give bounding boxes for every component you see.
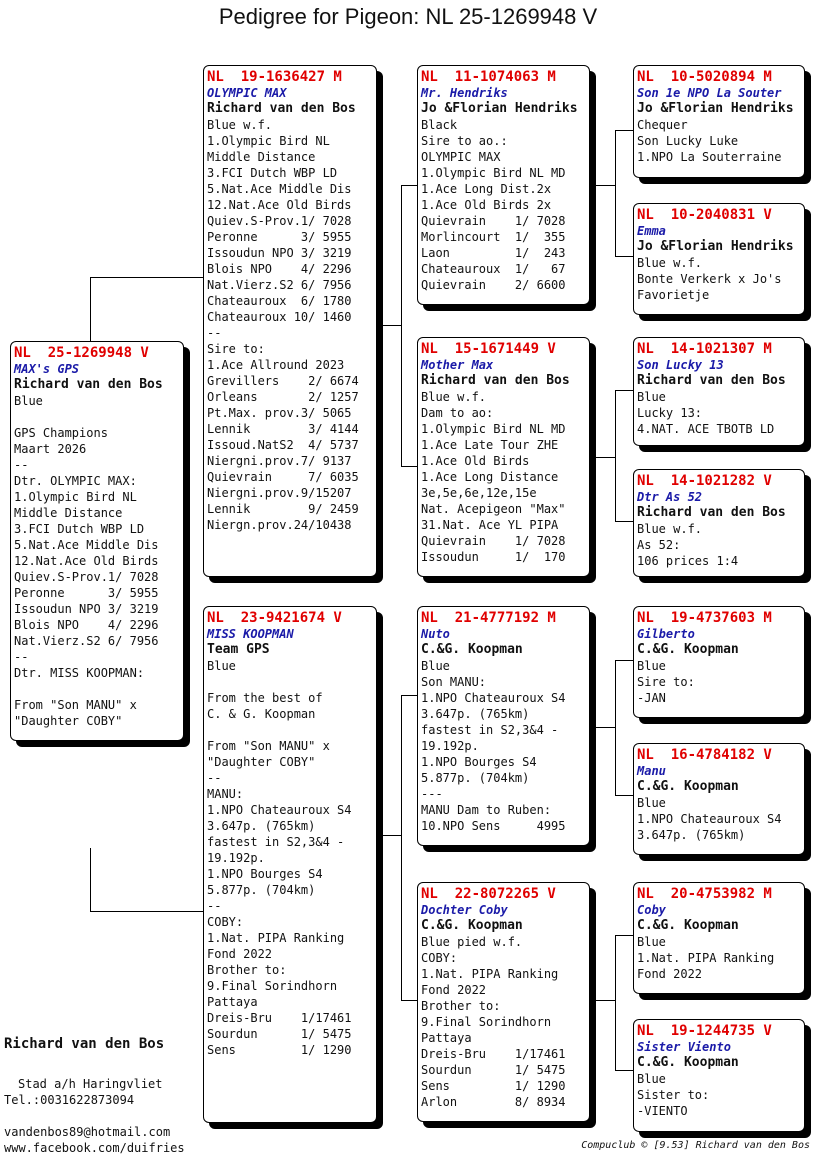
pedigree-note-line: Sire to: xyxy=(207,342,265,356)
pigeon-card-sire-dam[interactable] xyxy=(417,337,590,577)
pedigree-note-line: Lucky 13: xyxy=(637,406,703,420)
pedigree-note-line: "Daughter COBY" xyxy=(14,714,123,728)
pedigree-note-line: "Daughter COBY" xyxy=(207,755,316,769)
pedigree-notes xyxy=(637,934,801,982)
pedigree-note-line: Quievrain 1/ 7028 xyxy=(421,214,566,228)
pedigree-notes xyxy=(637,117,801,165)
connector-line xyxy=(615,390,616,522)
breeder-facebook[interactable]: www.facebook.com/duifries xyxy=(4,1141,185,1155)
connector-line xyxy=(615,660,633,661)
ring-number: NL 21-4777192 M xyxy=(421,610,556,626)
owner-name: Jo &Florian Hendriks xyxy=(637,239,794,254)
connector-line xyxy=(615,795,633,796)
pedigree-note-line: Issoudun NPO 3/ 3219 xyxy=(14,602,159,616)
pedigree-note-line: From "Son MANU" x xyxy=(207,739,330,753)
owner-name: C.&G. Koopman xyxy=(637,642,739,657)
owner-name: Richard van den Bos xyxy=(207,101,356,116)
pedigree-note-line: 3e,5e,6e,12e,15e xyxy=(421,486,537,500)
pedigree-notes xyxy=(207,658,373,1058)
pedigree-note-line: 1.NPO Chateauroux S4 xyxy=(207,803,352,817)
pedigree-note-line: 1.NPO Chateauroux S4 xyxy=(421,691,566,705)
pedigree-note-line: Blue xyxy=(207,659,236,673)
pedigree-note-line: 10.NPO Sens 4995 xyxy=(421,819,566,833)
pedigree-notes xyxy=(421,389,586,565)
pedigree-note-line: Quiev.S-Prov.1/ 7028 xyxy=(207,214,352,228)
pedigree-note-line xyxy=(14,409,180,425)
pedigree-note-line: Bonte Verkerk x Jo's xyxy=(637,272,782,286)
pedigree-note-line: Issoudun NPO 3/ 3219 xyxy=(207,246,352,260)
pedigree-notes xyxy=(421,934,586,1110)
pedigree-note-line: Nat. Acepigeon "Max" xyxy=(421,502,566,516)
pigeon-name: MISS KOOPMAN xyxy=(207,627,294,641)
pigeon-name: Nuto xyxy=(421,627,450,641)
connector-line xyxy=(615,130,633,131)
pigeon-name: Dtr As 52 xyxy=(637,490,703,504)
pigeon-name: OLYMPIC MAX xyxy=(207,86,287,100)
connector-line xyxy=(615,660,616,796)
pedigree-note-line: 5.Nat.Ace Middle Dis xyxy=(207,182,352,196)
pedigree-note-line: Fond 2022 xyxy=(637,967,703,981)
connector-line xyxy=(615,130,616,257)
pedigree-note-line: 12.Nat.Ace Old Birds xyxy=(207,198,352,212)
breeder-email[interactable]: vandenbos89@hotmail.com xyxy=(4,1125,171,1139)
pedigree-note-line: Blue w.f. xyxy=(637,522,703,536)
pedigree-note-line: Blue w.f. xyxy=(207,118,273,132)
pedigree-note-line: Blois NPO 4/ 2296 xyxy=(14,618,159,632)
pedigree-notes xyxy=(421,658,586,834)
ring-number: NL 15-1671449 V xyxy=(421,341,556,357)
pedigree-note-line: 5.877p. (704km) xyxy=(207,883,316,897)
connector-line xyxy=(615,256,633,257)
ring-number: NL 19-4737603 M xyxy=(637,610,772,626)
pedigree-note-line: 19.192p. xyxy=(207,851,265,865)
connector-line xyxy=(615,935,616,1071)
ring-number: NL 14-1021282 V xyxy=(637,473,772,489)
owner-name: Richard van den Bos xyxy=(637,373,786,388)
pedigree-notes xyxy=(637,658,801,706)
pigeon-card-sire-sire[interactable] xyxy=(417,65,590,305)
connector-line xyxy=(401,466,417,467)
pedigree-note-line: Chequer xyxy=(637,118,688,132)
connector-line xyxy=(590,457,615,458)
pedigree-note-line: Blue pied w.f. xyxy=(421,935,523,949)
pedigree-note-line: 1.Ace Old Birds 2x xyxy=(421,198,552,212)
pigeon-name: Mr. Hendriks xyxy=(421,86,508,100)
pedigree-note-line: Niergni.prov.9/15207 xyxy=(207,486,352,500)
pigeon-name: Son 1e NPO La Souter xyxy=(637,86,782,100)
pedigree-note-line: 9.Final Sorindhorn xyxy=(207,979,338,993)
pedigree-note-line: As 52: xyxy=(637,538,681,552)
pedigree-note-line: 19.192p. xyxy=(421,739,479,753)
pedigree-note-line: Quiev.S-Prov.1/ 7028 xyxy=(14,570,159,584)
pedigree-note-line: Nat.Vierz.S2 6/ 7956 xyxy=(207,278,352,292)
pedigree-notes xyxy=(637,521,801,569)
owner-name: C.&G. Koopman xyxy=(421,642,523,657)
connector-line xyxy=(401,185,417,186)
pedigree-note-line: Blue xyxy=(14,394,43,408)
connector-line xyxy=(90,277,91,341)
pedigree-note-line: Laon 1/ 243 xyxy=(421,246,566,260)
pedigree-note-line: MANU Dam to Ruben: xyxy=(421,803,552,817)
owner-name: C.&G. Koopman xyxy=(637,918,739,933)
pedigree-note-line: 5.877p. (704km) xyxy=(421,771,530,785)
pedigree-note-line: Maart 2026 xyxy=(14,442,87,456)
pedigree-note-line: Chateauroux 6/ 1780 xyxy=(207,294,352,308)
pedigree-note-line: -- xyxy=(207,326,222,340)
pedigree-note-line: C. & G. Koopman xyxy=(207,707,316,721)
connector-line xyxy=(615,935,633,936)
pedigree-note-line: Favorietje xyxy=(637,288,710,302)
pedigree-note-line: Sire to ao.: xyxy=(421,134,508,148)
connector-line xyxy=(90,911,204,912)
pedigree-note-line: 1.Olympic Bird NL MD xyxy=(421,422,566,436)
pedigree-note-line xyxy=(14,681,180,697)
pedigree-note-line: Dam to ao: xyxy=(421,406,494,420)
pedigree-note-line: fastest in S2,3&4 - xyxy=(207,835,345,849)
pigeon-card-sss[interactable] xyxy=(633,65,805,178)
pedigree-note-line: 106 prices 1:4 xyxy=(637,554,739,568)
owner-name: C.&G. Koopman xyxy=(421,918,523,933)
pedigree-note-line: Sourdun 1/ 5475 xyxy=(207,1027,352,1041)
pigeon-card-dds[interactable] xyxy=(633,882,805,994)
pedigree-note-line: Blue w.f. xyxy=(421,390,487,404)
pigeon-name: MAX's GPS xyxy=(14,362,80,376)
pedigree-note-line: 1.Nat. PIPA Ranking xyxy=(637,951,775,965)
pedigree-note-line: Sourdun 1/ 5475 xyxy=(421,1063,566,1077)
pedigree-note-line: 9.Final Sorindhorn xyxy=(421,1015,552,1029)
pedigree-note-line: 1.Nat. PIPA Ranking xyxy=(421,967,559,981)
pedigree-note-line: GPS Champions xyxy=(14,426,108,440)
pedigree-note-line: 1.Olympic Bird NL xyxy=(207,134,330,148)
pedigree-note-line: --- xyxy=(421,787,443,801)
pedigree-note-line: Dtr. OLYMPIC MAX: xyxy=(14,474,137,488)
pedigree-notes xyxy=(637,1071,801,1119)
pedigree-note-line: 1.NPO Bourges S4 xyxy=(207,867,323,881)
pedigree-note-line: COBY: xyxy=(207,915,244,929)
ring-number: NL 22-8072265 V xyxy=(421,886,556,902)
owner-name: C.&G. Koopman xyxy=(637,1055,739,1070)
pedigree-note-line: Middle Distance xyxy=(207,150,316,164)
pedigree-note-line: Blue xyxy=(637,390,666,404)
pedigree-note-line: Nat.Vierz.S2 6/ 7956 xyxy=(14,634,159,648)
pigeon-name: Mother Max xyxy=(421,358,494,372)
pedigree-note-line: Black xyxy=(421,118,458,132)
pedigree-note-line: Morlincourt 1/ 355 xyxy=(421,230,566,244)
pedigree-note-line: Blue xyxy=(637,935,666,949)
pedigree-note-line: Blois NPO 4/ 2296 xyxy=(207,262,352,276)
pedigree-note-line: 1.Ace Late Tour ZHE xyxy=(421,438,559,452)
ring-number: NL 14-1021307 M xyxy=(637,341,772,357)
pedigree-note-line: 1.Ace Allround 2023 xyxy=(207,358,345,372)
pedigree-note-line: Arlon 8/ 8934 xyxy=(421,1095,566,1109)
pigeon-name: Coby xyxy=(637,903,666,917)
pigeon-name: Dochter Coby xyxy=(421,903,508,917)
connector-line xyxy=(401,695,402,1001)
pedigree-note-line: 1.Ace Old Birds xyxy=(421,454,530,468)
ring-number: NL 23-9421674 V xyxy=(207,610,342,626)
connector-line xyxy=(590,185,615,186)
breeder-name: Richard van den Bos xyxy=(4,1036,165,1052)
pedigree-note-line: Lennik 3/ 4144 xyxy=(207,422,359,436)
owner-name: Richard van den Bos xyxy=(637,505,786,520)
connector-line xyxy=(90,848,91,912)
pedigree-note-line: Quievrain 2/ 6600 xyxy=(421,278,566,292)
pedigree-note-line: Peronne 3/ 5955 xyxy=(14,586,159,600)
pedigree-note-line: Issoudun 1/ 170 xyxy=(421,550,566,564)
pigeon-card-ddd[interactable] xyxy=(633,1019,805,1132)
connector-line xyxy=(377,325,401,326)
pedigree-note-line: 3.FCI Dutch WBP LD xyxy=(14,522,145,536)
pedigree-notes xyxy=(207,117,373,533)
pedigree-note-line: Dreis-Bru 1/17461 xyxy=(421,1047,566,1061)
pedigree-note-line: -- xyxy=(207,771,222,785)
ring-number: NL 19-1636427 M xyxy=(207,69,342,85)
pigeon-card-dam-dam[interactable] xyxy=(417,882,590,1122)
pigeon-name: Sister Viento xyxy=(637,1040,731,1054)
pedigree-note-line: Lennik 9/ 2459 xyxy=(207,502,359,516)
pedigree-notes xyxy=(637,795,801,843)
pigeon-card-ssd[interactable] xyxy=(633,203,805,315)
pigeon-name: Emma xyxy=(637,224,666,238)
pedigree-note-line: Fond 2022 xyxy=(421,983,487,997)
pigeon-card-sds[interactable] xyxy=(633,337,805,446)
ring-number: NL 10-2040831 V xyxy=(637,207,772,223)
pedigree-note-line: 1.Olympic Bird NL xyxy=(14,490,137,504)
ring-number: NL 10-5020894 M xyxy=(637,69,772,85)
pedigree-note-line: Sire to: xyxy=(637,675,695,689)
pedigree-notes xyxy=(637,389,801,437)
pedigree-note-line: 12.Nat.Ace Old Birds xyxy=(14,554,159,568)
owner-name: Richard van den Bos xyxy=(421,373,570,388)
breeder-phone: Tel.:0031622873094 xyxy=(4,1093,135,1107)
pigeon-card-dss[interactable] xyxy=(633,606,805,718)
ring-number: NL 20-4753982 M xyxy=(637,886,772,902)
pedigree-note-line: Sens 1/ 1290 xyxy=(207,1043,352,1057)
pedigree-note-line: -JAN xyxy=(637,691,666,705)
owner-name: Richard van den Bos xyxy=(14,377,163,392)
pedigree-note-line: Fond 2022 xyxy=(207,947,273,961)
pigeon-card-dam[interactable] xyxy=(203,606,377,1123)
pedigree-note-line: 3.647p. (765km) xyxy=(637,828,746,842)
pedigree-note-line: Son Lucky Luke xyxy=(637,134,739,148)
connector-line xyxy=(401,185,402,467)
connector-line xyxy=(401,1000,417,1001)
pedigree-note-line: Blue w.f. xyxy=(637,256,703,270)
ring-number: NL 19-1244735 V xyxy=(637,1023,772,1039)
pedigree-note-line: MANU: xyxy=(207,787,244,801)
pedigree-note-line: From "Son MANU" x xyxy=(14,698,137,712)
connector-line xyxy=(590,727,615,728)
pedigree-notes xyxy=(637,255,801,303)
owner-name: Team GPS xyxy=(207,642,270,657)
pedigree-note-line: -- xyxy=(14,650,29,664)
pedigree-note-line: Pt.Max. prov.3/ 5065 xyxy=(207,406,352,420)
pedigree-note-line: Niergni.prov.7/ 9137 xyxy=(207,454,352,468)
pedigree-note-line: 4.NAT. ACE TBOTB LD xyxy=(637,422,775,436)
pigeon-name: Son Lucky 13 xyxy=(637,358,724,372)
owner-name: Jo &Florian Hendriks xyxy=(637,101,794,116)
pedigree-note-line: Quievrain 1/ 7028 xyxy=(421,534,566,548)
pedigree-note-line xyxy=(207,674,373,690)
pigeon-card-main[interactable] xyxy=(10,341,184,741)
pedigree-note-line: From the best of xyxy=(207,691,323,705)
pedigree-note-line: fastest in S2,3&4 - xyxy=(421,723,559,737)
breeder-address: Stad a/h Haringvliet xyxy=(18,1077,163,1091)
pedigree-note-line: -- xyxy=(14,458,29,472)
owner-name: C.&G. Koopman xyxy=(637,779,739,794)
pedigree-note-line: Blue xyxy=(421,659,450,673)
pedigree-note-line: Son MANU: xyxy=(421,675,487,689)
pedigree-note-line: Dtr. MISS KOOPMAN: xyxy=(14,666,145,680)
pedigree-note-line: COBY: xyxy=(421,951,458,965)
ring-number: NL 25-1269948 V xyxy=(14,345,149,361)
pigeon-card-dam-sire[interactable] xyxy=(417,606,590,846)
owner-name: Jo &Florian Hendriks xyxy=(421,101,578,116)
pigeon-name: Manu xyxy=(637,764,666,778)
connector-line xyxy=(377,835,401,836)
pedigree-note-line: Sister to: xyxy=(637,1088,710,1102)
pedigree-note-line: Quievrain 7/ 6035 xyxy=(207,470,359,484)
pedigree-note-line: 1.NPO Bourges S4 xyxy=(421,755,537,769)
pedigree-note-line: 1.NPO Chateauroux S4 xyxy=(637,812,782,826)
connector-line xyxy=(615,390,633,391)
pedigree-note-line: Middle Distance xyxy=(14,506,123,520)
pedigree-note-line: 5.Nat.Ace Middle Dis xyxy=(14,538,159,552)
page-title: Pedigree for Pigeon: NL 25-1269948 V xyxy=(218,4,598,29)
pigeon-card-sire[interactable] xyxy=(203,65,377,577)
pedigree-note-line: 1.NPO La Souterraine xyxy=(637,150,782,164)
pedigree-note-line: 1.Ace Long Dist.2x xyxy=(421,182,552,196)
pedigree-note-line: Pattaya xyxy=(421,1031,472,1045)
pedigree-note-line: Chateauroux 10/ 1460 xyxy=(207,310,352,324)
connector-line xyxy=(615,521,633,522)
pedigree-note-line: Grevillers 2/ 6674 xyxy=(207,374,359,388)
pigeon-name: Gilberto xyxy=(637,627,695,641)
connector-line xyxy=(401,695,417,696)
pedigree-note-line: 3.647p. (765km) xyxy=(421,707,530,721)
pedigree-note-line: Brother to: xyxy=(207,963,287,977)
pedigree-note-line: Chateauroux 1/ 67 xyxy=(421,262,566,276)
pedigree-note-line: -- xyxy=(207,899,222,913)
pedigree-note-line: Blue xyxy=(637,1072,666,1086)
pedigree-note-line: OLYMPIC MAX xyxy=(421,150,501,164)
connector-line xyxy=(590,1000,615,1001)
software-credit: Compuclub © [9.53] Richard van den Bos xyxy=(581,1140,810,1151)
pedigree-note-line: Orleans 2/ 1257 xyxy=(207,390,359,404)
pedigree-notes xyxy=(14,393,180,729)
pedigree-note-line: Sens 1/ 1290 xyxy=(421,1079,566,1093)
pedigree-note-line: Blue xyxy=(637,796,666,810)
pedigree-note-line: 1.Nat. PIPA Ranking xyxy=(207,931,345,945)
pedigree-note-line: Dreis-Bru 1/17461 xyxy=(207,1011,352,1025)
pedigree-note-line: 3.647p. (765km) xyxy=(207,819,316,833)
ring-number: NL 11-1074063 M xyxy=(421,69,556,85)
pedigree-note-line: Pattaya xyxy=(207,995,258,1009)
pedigree-note-line: 1.Olympic Bird NL MD xyxy=(421,166,566,180)
pedigree-note-line: Blue xyxy=(637,659,666,673)
connector-line xyxy=(615,1070,633,1071)
pedigree-note-line: 1.Ace Long Distance xyxy=(421,470,559,484)
pedigree-note-line xyxy=(207,722,373,738)
pigeon-card-sdd[interactable] xyxy=(633,469,805,577)
pedigree-notes xyxy=(421,117,586,293)
pedigree-note-line: 31.Nat. Ace YL PIPA xyxy=(421,518,559,532)
pedigree-note-line: Niergn.prov.24/10438 xyxy=(207,518,352,532)
connector-line xyxy=(90,277,204,278)
pedigree-note-line: -VIENTO xyxy=(637,1104,688,1118)
pedigree-note-line: Issoud.NatS2 4/ 5737 xyxy=(207,438,359,452)
pigeon-card-dsd[interactable] xyxy=(633,743,805,855)
pedigree-note-line: Peronne 3/ 5955 xyxy=(207,230,352,244)
ring-number: NL 16-4784182 V xyxy=(637,747,772,763)
pedigree-note-line: Brother to: xyxy=(421,999,501,1013)
pedigree-note-line: 3.FCI Dutch WBP LD xyxy=(207,166,338,180)
